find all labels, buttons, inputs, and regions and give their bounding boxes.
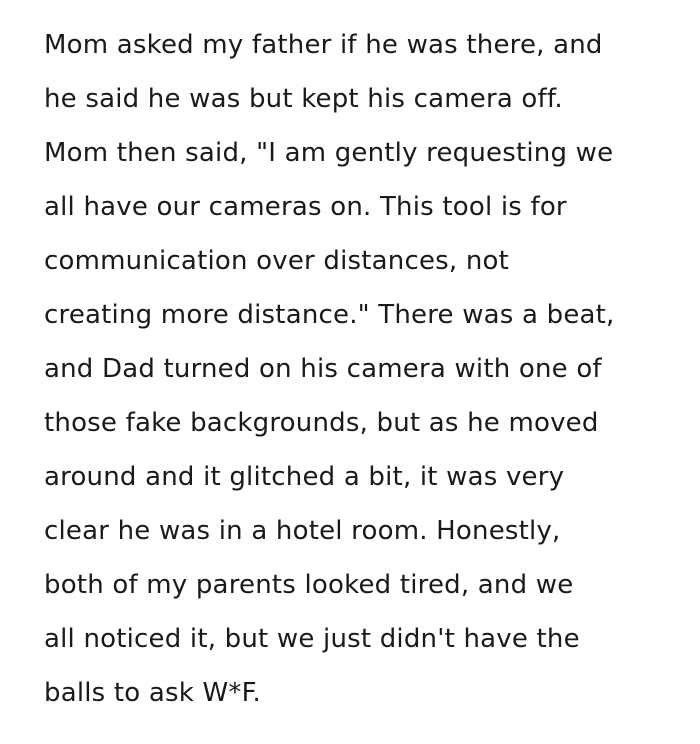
story-paragraph	[44, 25, 694, 727]
story-line: both of my parents looked tired, and we	[44, 570, 574, 600]
story-line: all have our cameras on. This tool is for	[44, 192, 567, 222]
story-line: clear he was in a hotel room. Honestly,	[44, 516, 561, 546]
story-line: and Dad turned on his camera with one of	[44, 354, 602, 384]
story-line: all noticed it, but we just didn't have the	[44, 624, 580, 654]
story-line: communication over distances, not	[44, 246, 510, 276]
story-line: around and it glitched a bit, it was very	[44, 462, 565, 492]
story-line: those fake backgrounds, but as he moved	[44, 408, 599, 438]
story-line: he said he was but kept his camera off.	[44, 84, 563, 114]
story-line: Mom then said, "I am gently requesting we	[44, 138, 614, 168]
story-line: Mom asked my father if he was there, and	[44, 30, 603, 60]
story-line: creating more distance." There was a beat,	[44, 300, 615, 330]
story-line: balls to ask W*F.	[44, 678, 262, 708]
